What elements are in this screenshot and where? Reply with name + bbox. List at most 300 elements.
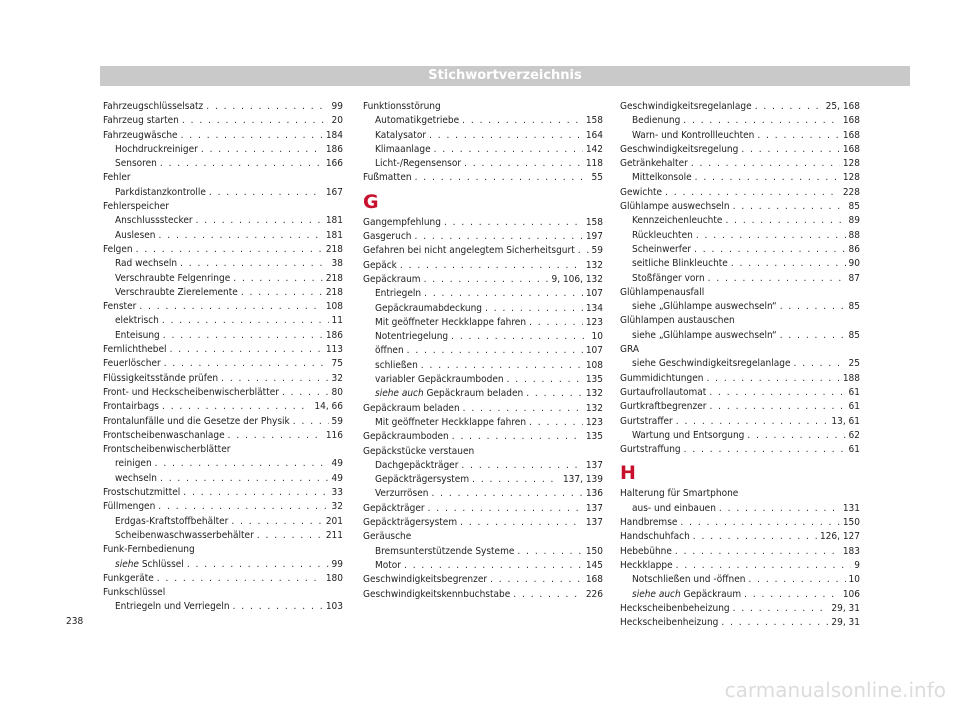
leader-dots [721,616,828,630]
index-page-ref: 168 [842,115,860,127]
index-entry-label: elektrisch [115,315,159,327]
index-entry-label: Halterung für Smartphone [620,488,739,500]
index-entry-label: Glühlampe auswechseln [620,201,730,213]
leader-dots [421,359,583,373]
index-subentry [103,229,343,243]
index-entry [620,314,860,328]
see-also-prefix: siehe [115,558,139,570]
leader-dots [231,515,322,529]
leader-dots [428,502,583,516]
index-entry-label: Gepäckträgersystem [375,474,470,486]
index-entry [363,516,603,530]
index-entry-label: Gasgeruch [363,231,412,243]
leader-dots [517,545,582,559]
leader-dots [744,588,840,602]
leader-dots [404,559,583,573]
leader-dots [485,302,583,316]
index-page-ref: 134 [585,302,603,314]
index-entry [620,157,860,171]
index-page-ref: 218 [325,286,343,298]
index-entry [363,100,603,114]
leader-dots [748,573,845,587]
index-page-ref: 135 [585,431,603,443]
index-entry-label: Flüssigkeitsstände prüfen [103,372,219,384]
index-entry [103,129,343,143]
index-entry [363,244,603,258]
index-page-ref: 150 [842,517,860,529]
leader-dots [228,429,323,443]
index-entry-label: Gewichte [620,186,663,198]
index-entry-label: Gepäckraum beladen [363,402,460,414]
index-entry-label: Glühlampenausfall [620,286,705,298]
index-entry [363,171,603,185]
leader-dots [183,486,328,500]
leader-dots [529,416,583,430]
index-subentry [363,287,603,301]
leader-dots [665,186,840,200]
index-page-ref: 128 [842,172,860,184]
index-entry-label: Automatikgetriebe [375,115,460,127]
index-entry-label: Fenster [103,301,137,313]
index-entry-label: GRA [620,344,639,356]
index-entry [103,100,343,114]
index-subentry [103,329,343,343]
index-entry [103,300,343,314]
index-page-ref: 25, 168 [825,101,860,112]
index-entry-label: Heckscheibenheizung [620,617,719,629]
index-page-ref: 14, 66 [314,401,343,413]
index-entry-label: Heckklappe [620,559,673,571]
index-entry-label: Geräusche [363,531,412,543]
leader-dots [424,287,583,301]
index-page-ref: 107 [585,288,603,300]
index-entry-label: Frontscheibenwischerblätter [103,444,231,456]
index-entry [620,616,860,630]
index-entry-label: Fehler [103,172,131,184]
index-subentry [363,157,603,171]
index-page-ref: 123 [585,316,603,328]
index-page-ref: 168 [842,129,860,141]
index-page-ref: 32 [331,501,343,513]
index-entry [620,602,860,616]
index-page-ref: 181 [325,215,343,227]
index-entry-label: Füllmengen [103,501,156,513]
index-subentry [363,373,603,387]
index-section-letter: G [363,190,379,213]
index-entry [103,400,343,414]
index-entry [363,588,603,602]
leader-dots [461,459,582,473]
leader-dots [163,329,323,343]
index-entry-label: Fahrzeugwäsche [103,129,178,141]
index-entry-label: Parkdistanzkontrolle [115,186,206,198]
index-page-ref: 228 [842,186,860,198]
index-section-letter: H [620,462,636,485]
index-entry [103,586,343,600]
index-entry-label: Licht-/Regensensor [375,158,462,170]
leader-dots [181,129,323,143]
leader-dots [578,244,589,258]
index-entry-label: Fahrzeug starten [103,115,179,127]
index-subentry [103,143,343,157]
index-subentry [620,229,860,243]
index-entry-label: Frontalunfälle und die Gesetze der Physik [103,415,290,427]
index-page-ref: 158 [585,115,603,127]
leader-dots [794,357,846,371]
index-page-ref: 168 [842,143,860,155]
index-page-ref: 29, 31 [831,602,860,614]
index-entry-label: Notentriegelung [375,331,449,343]
leader-dots [139,300,323,314]
index-page-ref: 184 [325,129,343,141]
index-entry [363,502,603,516]
index-entry [620,400,860,414]
leader-dots [233,600,323,614]
index-entry [620,516,860,530]
leader-dots [462,114,583,128]
leader-dots [429,129,583,143]
leader-dots [282,386,329,400]
index-page-ref: 211 [325,529,343,541]
leader-dots [691,157,840,171]
leader-dots [162,314,329,328]
index-page-ref: 186 [325,143,343,155]
index-entry-label: Fernlichthebel [103,344,167,356]
index-entry-label: Frontairbags [103,401,159,413]
index-page-ref: 61 [848,386,860,398]
index-page-ref: 145 [585,559,603,571]
index-entry-label: Gepäckträger [363,502,425,514]
leader-dots [675,545,840,559]
index-page-ref: 85 [848,329,860,341]
index-entry-label: Dachgepäckträger [375,459,459,471]
index-entry-label: Katalysator [375,129,427,141]
index-entry-label: Funkschlüssel [103,587,166,599]
index-page-ref: 32 [331,372,343,384]
index-entry-label: Warn- und Kontrollleuchten [632,129,755,141]
index-entry [103,114,343,128]
index-page-ref: 137 [585,502,603,514]
leader-dots [780,329,846,343]
index-entry [620,415,860,429]
index-subentry [363,143,603,157]
index-entry-label: seitliche Blinkleuchte [632,258,728,270]
index-column-2 [363,100,603,602]
index-subentry [103,314,343,328]
index-entry-label: Gurtaufrollautomat [620,386,707,398]
leader-dots [757,129,839,143]
index-page-ref: 167 [325,186,343,198]
index-subentry [620,214,860,228]
leader-dots [241,286,323,300]
index-page-ref: 9, 106, 132 [551,273,603,285]
index-entry [620,559,860,573]
leader-dots [451,330,588,344]
index-entry-label: Sensoren [115,158,157,170]
index-entry-label: Erdgas-Kraftstoffbehälter [115,515,229,527]
index-entry-label: Mit geöffneter Heckklappe fahren [375,416,527,428]
index-page-ref: 86 [848,243,860,255]
index-page-ref: 25 [848,358,860,370]
leader-dots [206,100,328,114]
index-entry [363,273,603,287]
index-subentry [363,129,603,143]
leader-dots [196,214,323,228]
page-number: 238 [66,616,84,627]
index-subentry [620,300,860,314]
leader-dots [415,171,589,185]
leader-dots [472,473,560,487]
index-entry-label: Felgen [103,243,133,255]
leader-dots [725,214,845,228]
index-entry [103,372,343,386]
leader-dots [695,171,840,185]
index-subentry [103,457,343,471]
index-entry-label: Gefahren bei nicht angelegtem Sicherheitsgurt [363,245,575,257]
leader-dots [464,157,583,171]
index-page-ref: 113 [325,344,343,356]
index-entry [620,545,860,559]
index-entry-label: Gurtkraftbegrenzer [620,401,707,413]
index-entry-label: Gummidichtungen [620,372,704,384]
leader-dots [431,487,582,501]
leader-dots [719,502,840,516]
index-page-ref: 33 [331,487,343,499]
index-entry-label: reinigen [115,458,152,470]
index-page-ref: 166 [325,158,343,170]
index-subentry [363,487,603,501]
leader-dots [706,372,839,386]
leader-dots [529,316,583,330]
leader-dots [680,516,839,530]
index-entry-label: Entriegeln [375,288,422,300]
index-entry-label: Gepäckraum [363,273,421,285]
index-page-ref: 99 [331,558,343,570]
index-entry [103,243,343,257]
index-page-ref: 188 [842,372,860,384]
leader-dots [407,344,583,358]
index-entry-label: Verschraubte Zierelemente [115,286,238,298]
index-page-ref: 132 [585,388,603,400]
index-entry [103,415,343,429]
index-entry-label: Scheibenwaschwasserbehälter [115,529,254,541]
index-entry-label: Verzurrösen [375,488,429,500]
index-page-ref: 132 [585,259,603,271]
index-subentry [620,329,860,343]
index-entry [620,487,860,501]
index-page-ref: 89 [848,215,860,227]
leader-dots [741,143,840,157]
index-subentry [103,272,343,286]
index-page-ref: 128 [842,158,860,170]
index-entry-label: Geschwindigkeitskennbuchstabe [363,588,511,600]
index-entry [620,443,860,457]
index-subentry [103,600,343,614]
index-entry-label: siehe „Glühlampe auswechseln“ [632,329,777,341]
index-entry-label: Handbremse [620,517,678,529]
index-entry-label: siehe auch Gepäckraum beladen [375,388,524,400]
index-entry-label: Handschuhfach [620,531,690,543]
index-page-ref: 142 [585,143,603,155]
index-page-ref: 132 [585,402,603,414]
index-entry-label: Gepäckstücke verstauen [363,445,475,457]
index-page-ref: 226 [585,588,603,600]
index-entry [620,372,860,386]
index-subentry [620,357,860,371]
index-subentry [620,588,860,602]
index-page-ref: 218 [325,243,343,255]
leader-dots [180,257,328,271]
page-title: Stichwortverzeichnis [100,66,910,86]
index-column-1 [103,100,343,615]
index-entry-label: Bedienung [632,115,681,127]
index-page-ref: 61 [848,444,860,456]
index-entry [363,216,603,230]
index-page-ref: 168 [585,574,603,586]
index-page-ref: 126, 127 [819,531,860,543]
leader-dots [159,229,323,243]
index-page-ref: 88 [848,229,860,241]
index-entry [103,343,343,357]
index-entry-label: Anschlussstecker [115,215,193,227]
index-entry-label: Kennzeichenleuchte [632,215,723,227]
leader-dots [780,300,846,314]
leader-dots [414,230,582,244]
index-entry-label: Geschwindigkeitsregelung [620,143,739,155]
leader-dots [676,415,829,429]
index-entry [103,429,343,443]
leader-dots [182,114,329,128]
index-entry-label: Mittelkonsole [632,172,692,184]
leader-dots [490,573,583,587]
index-subentry [363,302,603,316]
index-entry-label: Scheinwerfer [632,243,692,255]
index-entry-label: Notschließen und -öffnen [632,574,746,586]
index-subentry [363,359,603,373]
index-entry-label: siehe Geschwindigkeitsregelanlage [632,358,791,370]
index-subentry [620,272,860,286]
index-page-ref: 181 [325,229,343,241]
index-entry [620,100,860,114]
index-entry [363,445,603,459]
index-entry-label: Klimaanlage [375,143,431,155]
leader-dots [693,530,817,544]
index-subentry [620,243,860,257]
index-entry-label: Gurtstraffung [620,444,681,456]
index-entry-label: siehe „Glühlampe auswechseln“ [632,301,777,313]
index-page-ref: 61 [848,401,860,413]
leader-dots [209,186,323,200]
index-entry [620,143,860,157]
leader-dots [434,143,583,157]
index-entry-label: Gepäckträgersystem [363,517,458,529]
leader-dots [160,157,323,171]
leader-dots [460,516,583,530]
index-entry [103,500,343,514]
leader-dots [444,216,583,230]
index-entry [363,259,603,273]
index-entry [620,343,860,357]
index-page-ref: 87 [848,272,860,284]
index-page-ref: 180 [325,572,343,584]
index-entry [103,200,343,214]
index-entry-label: Funk-Fernbedienung [103,544,195,556]
leader-dots [293,415,329,429]
index-entry [620,530,860,544]
index-subentry [363,330,603,344]
index-page-ref: 59 [591,245,603,257]
watermark: carmanualsonline.info [724,678,946,702]
index-page-ref: 10 [591,331,603,343]
index-subentry [620,257,860,271]
index-entry-label: variabler Gepäckraumboden [375,374,504,386]
index-page-ref: 62 [848,429,860,441]
index-page-ref: 106 [842,588,860,600]
index-page-ref: 9 [854,559,860,571]
index-entry-label: Gepäck [363,259,397,271]
index-entry [363,530,603,544]
leader-dots [136,243,323,257]
index-page-ref: 131 [842,502,860,514]
index-page-ref: 197 [585,231,603,243]
index-entry-label: Geschwindigkeitsbegrenzer [363,574,488,586]
index-entry-label: Gepäckraumabdeckung [375,302,483,314]
leader-dots [162,400,311,414]
index-entry-label: Fußmatten [363,172,412,184]
index-entry-label: Bremsunterstützende Systeme [375,545,515,557]
index-page-ref: 201 [325,515,343,527]
index-entry-label: siehe auch Gepäckraum [632,588,742,600]
index-entry [363,402,603,416]
index-entry [103,572,343,586]
index-entry [103,357,343,371]
index-subentry [363,316,603,330]
index-subentry [363,416,603,430]
index-page-ref: 123 [585,416,603,428]
leader-dots [709,400,845,414]
see-also-prefix: siehe auch [375,388,424,400]
index-page-ref: 99 [331,101,343,112]
index-subentry [363,459,603,473]
index-entry-label: Front- und Heckscheibenwischerblätter [103,386,279,398]
index-entry [363,573,603,587]
leader-dots [257,529,323,543]
leader-dots [157,572,323,586]
index-subentry [103,257,343,271]
index-entry-label: Funkgeräte [103,572,154,584]
index-page-ref: 11 [331,315,343,327]
index-page-ref: 137, 139 [562,474,603,486]
index-entry-label: Glühlampen austauschen [620,315,735,327]
leader-dots [708,272,846,286]
index-entry-label: aus- und einbauen [632,502,716,514]
leader-dots [507,373,583,387]
index-page-ref: 90 [848,258,860,270]
leader-dots [755,100,823,114]
index-subentry [620,573,860,587]
leader-dots [187,558,329,572]
leader-dots [513,588,583,602]
leader-dots [684,443,846,457]
leader-dots [463,402,583,416]
leader-dots [400,259,583,273]
leader-dots [155,457,329,471]
index-subentry [363,473,603,487]
index-entry-label: öffnen [375,345,404,357]
leader-dots [676,559,852,573]
index-entry-label: Gepäckraumboden [363,431,449,443]
index-entry [103,543,343,557]
